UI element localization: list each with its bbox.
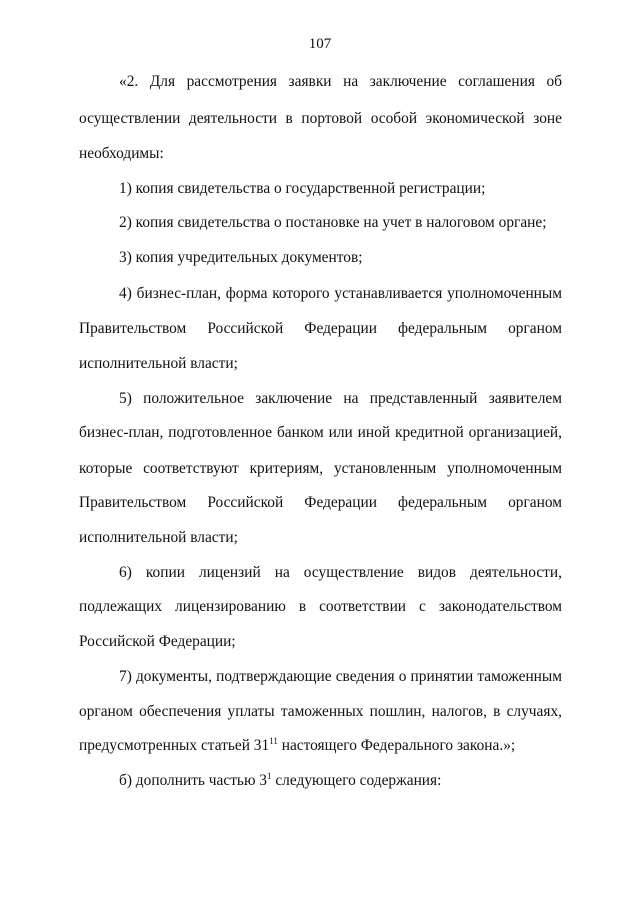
text-line: подлежащих лицензированию в соответствии с законодательством: [79, 598, 562, 615]
text-line: 7) документы, подтверждающие сведения о принятии таможенным: [119, 668, 562, 685]
text-line: осуществлении деятельности в портовой особой экономической зоне: [79, 110, 562, 127]
superscript: 11: [269, 736, 278, 746]
text-line: Правительством Российской Федерации федеральным органом: [79, 494, 562, 511]
text-line: «2. Для рассмотрения заявки на заключение соглашения об: [119, 73, 562, 90]
text-segment: б) дополнить частью 3: [119, 772, 267, 789]
text-line: которые соответствуют критериям, установленным уполномоченным: [79, 460, 562, 477]
text-line: 5) положительное заключение на представленный заявителем: [119, 390, 562, 407]
text-line: исполнительной власти;: [79, 355, 238, 372]
text-line: органом обеспечения уплаты таможенных пошлин, налогов, в случаях,: [79, 703, 562, 720]
text-line: [79, 772, 562, 790]
page-number: 107: [308, 36, 332, 52]
text-segment: следующего содержания:: [271, 772, 442, 789]
text-line: [79, 737, 562, 755]
text-segment: предусмотренных статьей 31: [79, 737, 270, 754]
text-line: Российской Федерации;: [79, 633, 236, 650]
text-line: 4) бизнес-план, форма которого устанавливается уполномоченным: [119, 285, 562, 302]
text-line: исполнительной власти;: [79, 529, 238, 546]
text-line: Правительством Российской Федерации федеральным органом: [79, 320, 562, 337]
text-line: 1) копия свидетельства о государственной регистрации;: [119, 180, 486, 197]
text-line: 6) копии лицензий на осуществление видов деятельности,: [119, 564, 562, 581]
text-segment: настоящего Федерального закона.»;: [277, 737, 516, 754]
text-line: 3) копия учредительных документов;: [119, 249, 363, 266]
text-line: 2) копия свидетельства о постановке на учет в налоговом органе;: [119, 214, 547, 231]
text-line: необходимы:: [79, 145, 164, 162]
superscript: 1: [267, 771, 272, 781]
text-line: бизнес-план, подготовленное банком или иной кредитной организацией,: [79, 424, 562, 441]
